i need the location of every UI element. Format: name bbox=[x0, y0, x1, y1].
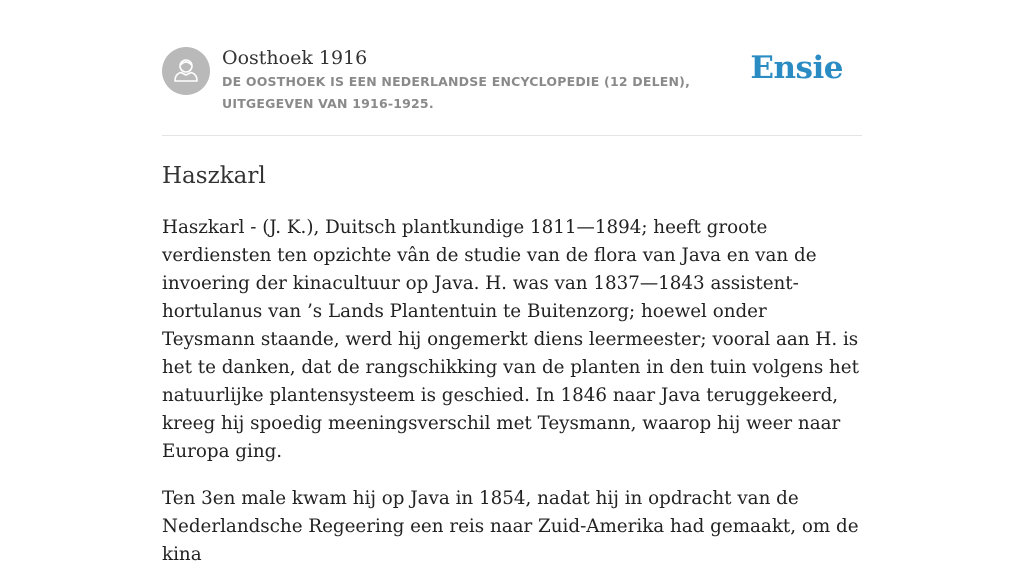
source-title[interactable]: Oosthoek 1916 bbox=[222, 47, 368, 69]
entry-paragraph: Haszkarl - (J. K.), Duitsch plantkundige 1811—1894; heeft groote verdiensten ten opzichte vân de studie van de flora van Java en van de invoering der kinacultuur op Java. H. was van 1837—1843 assistent-hortulanus van ’s Lands Plantentuin te Buitenzorg; hoewel onder Teysmann staande, werd hij ongemerkt diens leermeester; vooral aan H. is het te danken, dat de rangschikking van de planten in den tuin volgens het natuurlijke plantensysteem is geschied. In 1846 naar Java teruggekeerd, kreeg hij spoedig meeningsverschil met Teysmann, waarop hij weer naar Europa ging. bbox=[162, 217, 859, 462]
user-icon bbox=[162, 47, 210, 95]
source-header bbox=[162, 46, 862, 136]
brand-logo[interactable]: Ensie bbox=[750, 50, 843, 86]
entry-body bbox=[162, 214, 862, 569]
source-description: DE OOSTHOEK IS EEN NEDERLANDSE ENCYCLOPEDIE (12 DELEN), UITGEGEVEN VAN 1916-1925. bbox=[222, 74, 691, 111]
entry-title: Haszkarl bbox=[162, 163, 266, 189]
entry-paragraph: Ten 3en male kwam hij op Java in 1854, nadat hij in opdracht van de Nederlandsche Regeering een reis naar Zuid-Amerika had gemaakt, om de kina bbox=[162, 488, 859, 565]
content-column bbox=[162, 46, 862, 588]
source-avatar[interactable] bbox=[162, 47, 210, 95]
source-info bbox=[222, 46, 762, 115]
